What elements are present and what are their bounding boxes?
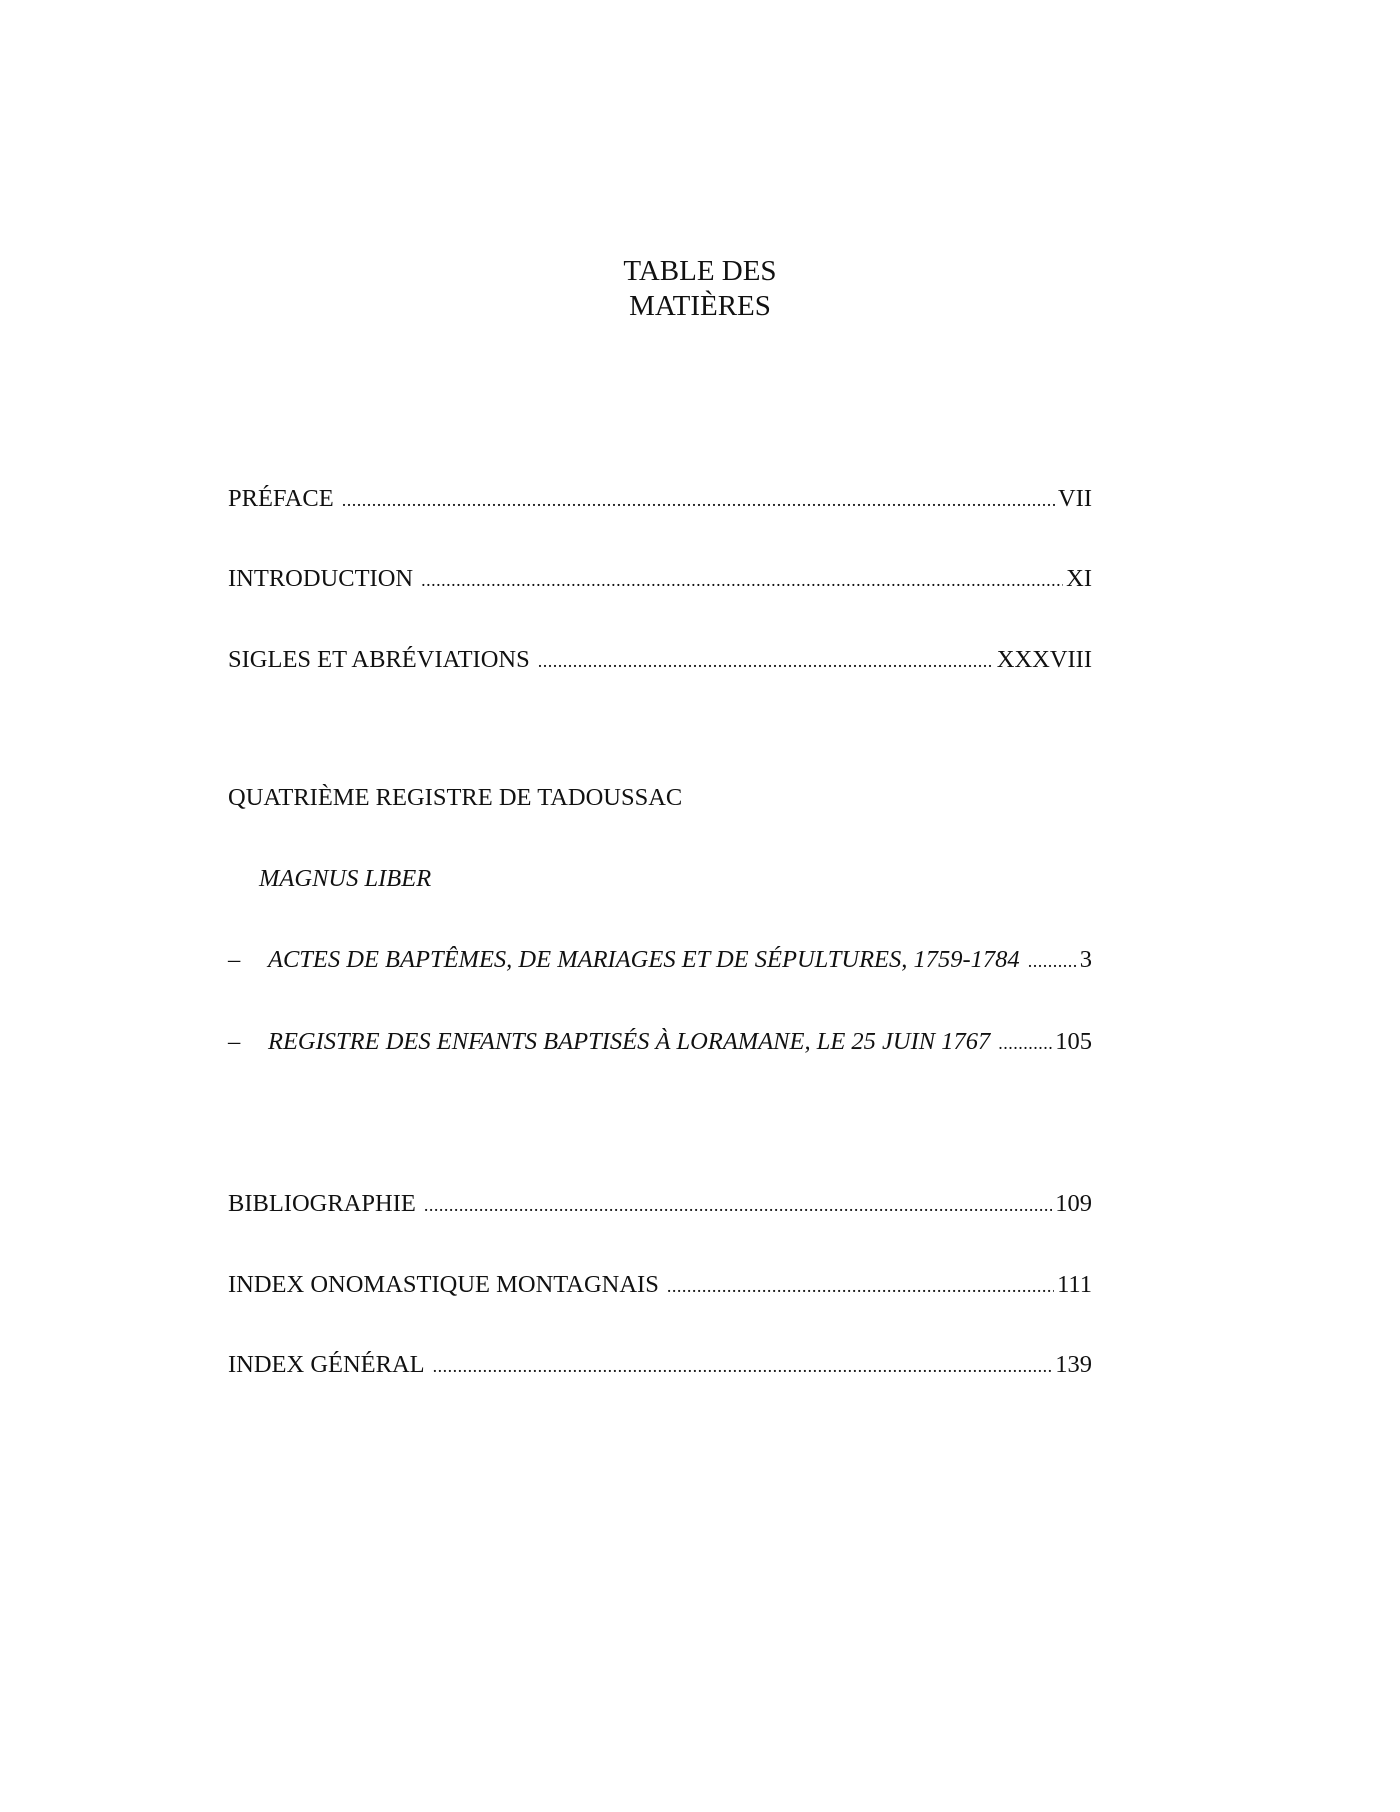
toc-entry-page: 111 xyxy=(1057,1271,1092,1298)
dot-leader xyxy=(538,646,994,676)
toc-entry-index-onomastique[interactable] xyxy=(228,1270,1092,1301)
dot-leader xyxy=(424,1190,1052,1220)
toc-entry-page: 105 xyxy=(1055,1028,1092,1055)
dot-leader xyxy=(433,1351,1053,1381)
toc-entry-registre-loramane[interactable] xyxy=(228,1027,1092,1058)
toc-entry-page: XXXVIII xyxy=(996,646,1092,673)
toc-entry-label: ACTES DE BAPTÊMES, DE MARIAGES ET DE SÉPULTURES, 1759-1784 xyxy=(268,946,1020,973)
dot-leader xyxy=(342,485,1055,515)
toc-entry-page: 139 xyxy=(1055,1351,1092,1378)
toc-entry-page: 3 xyxy=(1079,946,1092,973)
toc-entry-label: INDEX GÉNÉRAL xyxy=(228,1351,425,1378)
dash-marker: – xyxy=(228,946,241,973)
toc-entry-preface[interactable] xyxy=(228,484,1092,515)
dash-marker: – xyxy=(228,1028,241,1055)
toc-entry-page: 109 xyxy=(1055,1190,1092,1217)
toc-entry-introduction[interactable] xyxy=(228,564,1092,595)
dot-leader xyxy=(998,1028,1052,1058)
toc-entry-page: VII xyxy=(1057,485,1092,512)
page-title-line-1: TABLE DES xyxy=(623,255,777,287)
toc-entry-label: PRÉFACE xyxy=(228,485,334,512)
toc-entry-label: BIBLIOGRAPHIE xyxy=(228,1190,416,1217)
toc-entry-label: REGISTRE DES ENFANTS BAPTISÉS À LORAMANE, LE 25 JUIN 1767 xyxy=(268,1028,991,1055)
page-title xyxy=(0,254,1400,324)
toc-entry-page: XI xyxy=(1066,565,1092,592)
dot-leader xyxy=(667,1271,1054,1301)
toc-entry-index-general[interactable] xyxy=(228,1350,1092,1381)
section-subheading: MAGNUS LIBER xyxy=(259,865,432,892)
dot-leader xyxy=(421,565,1063,595)
toc-entry-label: INDEX ONOMASTIQUE MONTAGNAIS xyxy=(228,1271,659,1298)
dot-leader xyxy=(1028,946,1077,976)
toc-entry-sigles[interactable] xyxy=(228,645,1092,676)
toc-entry-label: SIGLES ET ABRÉVIATIONS xyxy=(228,646,530,673)
toc-entry-actes[interactable] xyxy=(228,945,1092,976)
section-heading: QUATRIÈME REGISTRE DE TADOUSSAC xyxy=(228,784,683,811)
toc-entry-bibliographie[interactable] xyxy=(228,1189,1092,1220)
page-title-line-2: MATIÈRES xyxy=(629,290,771,322)
toc-entry-label: INTRODUCTION xyxy=(228,565,414,592)
